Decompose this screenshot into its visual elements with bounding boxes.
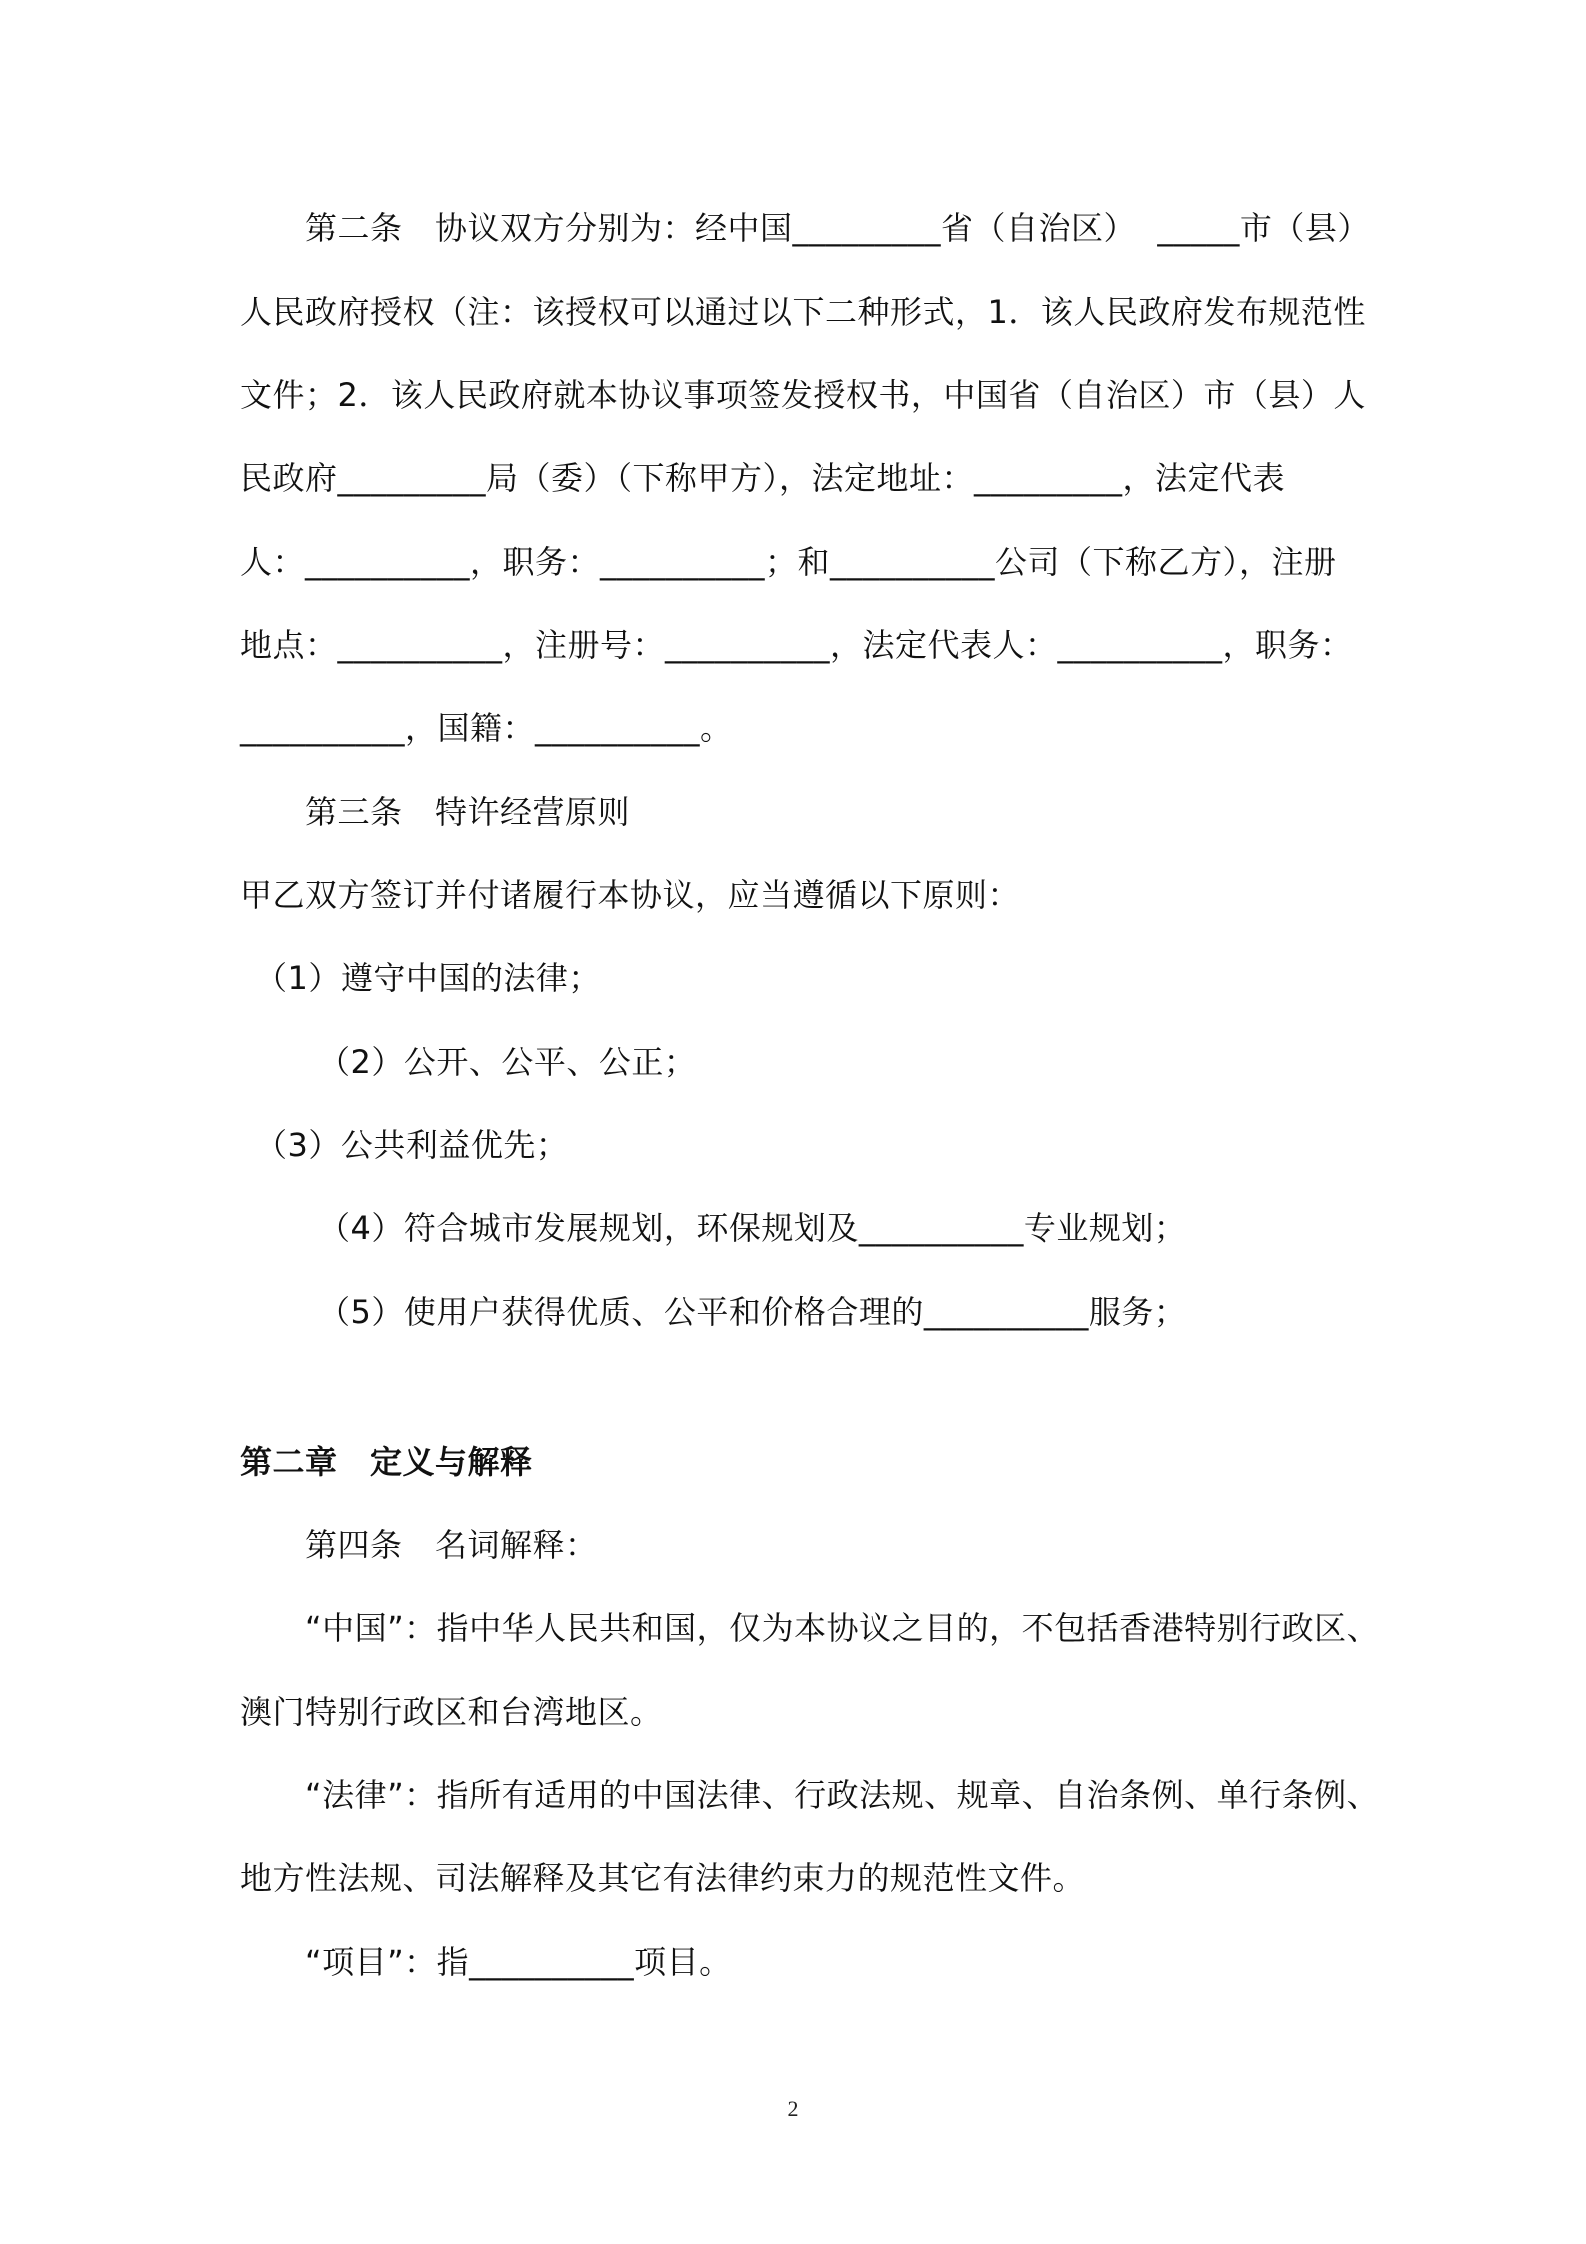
definition-china-line-2: 澳门特别行政区和台湾地区。: [240, 1693, 663, 1731]
article-2-line-6: 地点：__________，注册号：__________，法定代表人：__________，职务：: [240, 626, 1353, 664]
article-4-title: 第四条 名词解释：: [305, 1526, 598, 1564]
principle-item-3: （3）公共利益优先；: [255, 1126, 569, 1164]
article-2-line-4: 民政府_________局（委）（下称甲方），法定地址：_________，法定代表: [240, 459, 1286, 497]
principle-item-1: （1）遵守中国的法律；: [255, 959, 601, 997]
article-2-line-3: 文件；2．该人民政府就本协议事项签发授权书，中国省（自治区）市（县）人: [240, 376, 1366, 414]
article-2-line-2: 人民政府授权（注：该授权可以通过以下二种形式，1．该人民政府发布规范性: [240, 293, 1366, 331]
definition-china-line-1: “中国”：指中华人民共和国，仅为本协议之目的，不包括香港特别行政区、: [305, 1609, 1380, 1647]
principle-item-4: （4）符合城市发展规划，环保规划及__________专业规划；: [318, 1209, 1187, 1247]
definition-law-line-1: “法律”：指所有适用的中国法律、行政法规、规章、自治条例、单行条例、: [305, 1776, 1380, 1814]
page-number: 2: [787, 2096, 799, 2121]
definition-project: “项目”：指__________项目。: [305, 1943, 732, 1981]
article-3-intro: 甲乙双方签订并付诸履行本协议，应当遵循以下原则：: [240, 876, 1021, 914]
principle-item-2: （2）公开、公平、公正；: [318, 1043, 697, 1081]
article-2-line-1: 第二条 协议双方分别为：经中国_________省（自治区） _____市（县）: [305, 209, 1370, 247]
article-2-line-7: __________，国籍：__________。: [240, 709, 733, 747]
principle-item-5: （5）使用户获得优质、公平和价格合理的__________服务；: [318, 1293, 1187, 1331]
article-3-title: 第三条 特许经营原则: [305, 793, 631, 831]
chapter-2-heading: 第二章 定义与解释: [240, 1443, 533, 1481]
definition-law-line-2: 地方性法规、司法解释及其它有法律约束力的规范性文件。: [240, 1859, 1086, 1897]
article-2-line-5: 人：__________，职务：__________；和__________公司（下称乙方），注册: [240, 543, 1337, 581]
